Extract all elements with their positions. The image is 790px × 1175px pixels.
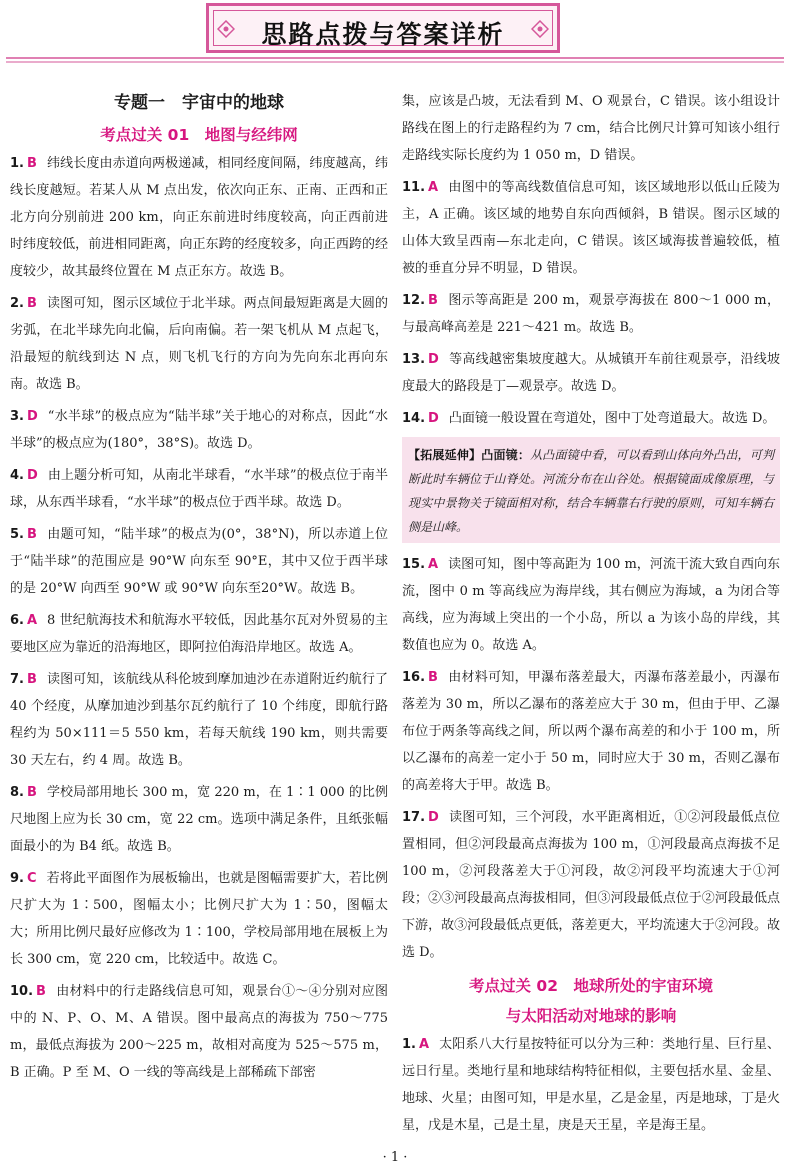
question-number: 12. [402, 293, 426, 308]
answer-letter: D [428, 810, 439, 825]
answer-letter: C [26, 871, 37, 886]
answer-letter: A [428, 557, 439, 572]
explanation-text: 读图可知，该航线从科伦坡到摩加迪沙在赤道附近约航行了 40 个经度，从摩加迪沙到基尔瓦约航行了 10 个纬度，即航行路程约为 50×111＝5 550 km，若每天航线 190 km，则共需要 30 天左右，约 4 周。故选 B。 [10, 672, 388, 768]
explanation-text: 纬线长度由赤道向两极递减，相同经度间隔，纬度越高，纬线长度越短。若某人从 M 点出发，依次向正东、正南、正西和正北方向分别前进 200 km，向正东前进时纬度较高，向正西前进时纬度较低，前进相同距离，向正东跨的经度较多，向正西跨的经度较少，故其最终位置在 M 点正东方。故选 B。 [10, 156, 388, 279]
answer-item [10, 607, 388, 661]
answer-letter: A [428, 180, 439, 195]
extension-label: 【拓展延伸】 [408, 448, 482, 462]
left-column [10, 86, 388, 1091]
section-heading-cont: 与太阳活动对地球的影响 [505, 1007, 677, 1025]
question-number: 1. [402, 1037, 416, 1052]
explanation-text: 由材料中的行走路线信息可知，观景台①～④分别对应图中的 N、P、O、M、A 错误。图中最高点的海拔为 750～775 m，最低点海拔为 200～225 m，故相对高度为 525～575 m，B 正确。P 至 M、O 一线的等高线是上部稀疏下部密 [10, 984, 388, 1080]
explanation-text: 8 世纪航海技术和航海水平较低，因此基尔瓦对外贸易的主要地区应为靠近的沿海地区，即阿拉伯海沿岸地区。故选 A。 [10, 613, 388, 655]
answer-letter: A [418, 1037, 430, 1052]
question-number: 16. [402, 670, 426, 685]
section-heading: 考点过关 01 地图与经纬网 [100, 126, 298, 144]
topic-heading: 专题一 宇宙中的地球 [114, 93, 284, 113]
answer-letter: D [428, 352, 439, 367]
extension-text: 从凸面镜中看，可以看到山体向外凸出，可判断此时车辆位于山脊处。河流分布在山谷处。根据镜面成像原理，与现实中景物关于镜面相对称，结合车辆靠右行驶的原则，可知车辆右侧是山峰。 [408, 448, 774, 534]
ornament-icon [531, 20, 549, 38]
continued-text: 集，应该是凸坡，无法看到 M、O 观景台，C 错误。该小组设计路线在图上的行走路程约为 7 cm，结合比例尺计算可知该小组行走路线实际长度约为 1 050 m，D 错误。 [402, 94, 780, 163]
question-number: 3. [10, 409, 24, 424]
answer-item [402, 1031, 780, 1139]
answer-list [10, 150, 388, 1086]
explanation-text: 由图中的等高线数值信息可知，该区域地形以低山丘陵为主，A 正确。该区域的地势自东向西倾斜，B 错误。图示区域的山体大致呈西南—东北走向，C 错误。该区域海拔普遍较低，植被的垂直分异不明显，D 错误。 [402, 180, 780, 276]
answer-list [402, 174, 780, 432]
header-banner [206, 3, 560, 53]
answer-item [402, 804, 780, 966]
explanation-text: 学校局部用地长 300 m，宽 220 m，在 1∶1 000 的比例尺地图上应为长 30 cm，宽 22 cm。选项中满足条件，且纸张幅面最小的为 B4 纸。故选 B。 [10, 785, 388, 854]
answer-letter: B [26, 527, 37, 542]
answer-item [402, 405, 780, 432]
question-number: 10. [10, 984, 34, 999]
explanation-text: 读图可知，图示区域位于北半球。两点间最短距离是大圆的劣弧，在北半球先向北偏，后向南偏。若一架飞机从 M 点起飞，沿最短的航线到达 N 点，则飞机飞行的方向为先向东北再向东南。故选 B。 [10, 296, 388, 392]
answer-item [402, 551, 780, 659]
answer-item [10, 290, 388, 398]
answer-letter: D [26, 468, 38, 483]
explanation-text: “水半球”的极点应为“陆半球”关于地心的对称点，因此“水半球”的极点应为(180°，38°S)。故选 D。 [10, 409, 388, 451]
answer-letter: A [26, 613, 38, 628]
page-number: · 1 · [382, 1150, 408, 1165]
answer-item [402, 346, 780, 400]
question-number: 11. [402, 180, 426, 195]
answer-item [402, 287, 780, 341]
answer-item [10, 403, 388, 457]
answer-letter: B [36, 984, 46, 999]
question-number: 15. [402, 557, 426, 572]
question-number: 9. [10, 871, 24, 886]
answer-item [10, 666, 388, 774]
answer-letter: B [26, 156, 37, 171]
explanation-text: 若将此平面图作为展板输出，也就是图幅需要扩大，若比例尺扩大为 1∶500，图幅太小；比例尺扩大为 1∶50，图幅太大；所用比例尺最好应修改为 1∶100，学校局部用地在展板上为长 300 cm，宽 220 cm，比较适中。故选 C。 [10, 871, 388, 967]
question-number: 6. [10, 613, 24, 628]
explanation-text: 图示等高距是 200 m，观景亭海拔在 800～1 000 m，与最高峰高差是 221～421 m。故选 B。 [402, 293, 780, 335]
explanation-text: 由材料可知，甲瀑布落差最大，丙瀑布落差最小，丙瀑布落差为 30 m，所以乙瀑布的落差应大于 30 m，但由于甲、乙瀑布位于两条等高线之间，所以两个瀑布高差的和小于 100 m，所以乙瀑布的高差一定小于 50 m，同时应大于 30 m，否则乙瀑布的高差将大于甲。故选 B。 [402, 670, 780, 793]
explanation-text: 由题可知，“陆半球”的极点为(0°，38°N)，所以赤道上位于“陆半球”的范围应是 90°W 向东至 90°E，其中又位于西半球的是 20°W 向西至 90°W 或 90°W 向东至20°W。故选 B。 [10, 527, 388, 596]
question-number: 7. [10, 672, 24, 687]
explanation-text: 读图可知，三个河段，水平距离相近，①②河段最低点位置相同，但②河段最高点海拔为 100 m，①河段最高点海拔不足 100 m，②河段落差大于①河段，故②河段平均流速大于①河段；②③河段最高点海拔相同，但③河段最低点位于②河段最低点下游，故③河段最低点更低，落差更大，平均流速大于②河段。故选 D。 [402, 810, 780, 960]
extension-box [402, 437, 780, 543]
answer-letter: B [26, 296, 37, 311]
header-band [0, 0, 790, 66]
answer-item [10, 779, 388, 860]
question-number: 4. [10, 468, 24, 483]
question-number: 5. [10, 527, 24, 542]
answer-letter: D [26, 409, 38, 424]
explanation-text: 读图可知，图中等高距为 100 m，河流干流大致自西向东流，图中 0 m 等高线应为海岸线，其右侧应为海域，a 为闭合等高线，应为海域上突出的一个小岛，所以 a 为该小岛的岸线，其数值也应为 0。故选 A。 [402, 557, 780, 653]
answer-list [402, 1031, 780, 1139]
page-title: 思路点拨与答案详析 [261, 20, 505, 49]
answer-item [10, 150, 388, 285]
question-number: 17. [402, 810, 426, 825]
question-number: 1. [10, 156, 24, 171]
section-heading: 考点过关 02 地球所处的宇宙环境 [469, 977, 713, 995]
answer-letter: B [26, 785, 37, 800]
answer-item [10, 865, 388, 973]
explanation-text: 由上题分析可知，从南北半球看，“水半球”的极点位于南半球，从东西半球看，“水半球”的极点位于西半球。故选 D。 [10, 468, 388, 510]
explanation-text: 等高线越密集坡度越大。从城镇开车前往观景亭，沿线坡度最大的路段是丁—观景亭。故选 D。 [402, 352, 780, 394]
answer-letter: B [428, 670, 438, 685]
answer-letter: D [428, 411, 439, 426]
question-number: 14. [402, 411, 426, 426]
extension-key: 凸面镜： [481, 448, 531, 462]
answer-item [402, 664, 780, 799]
answer-item [10, 521, 388, 602]
question-number: 13. [402, 352, 426, 367]
question-number: 2. [10, 296, 24, 311]
answer-letter: B [428, 293, 438, 308]
right-column [402, 88, 780, 1144]
answer-item [402, 174, 780, 282]
answer-item [10, 978, 388, 1086]
question-number: 8. [10, 785, 24, 800]
answer-list [402, 551, 780, 966]
explanation-text: 凸面镜一般设置在弯道处，图中丁处弯道最大。故选 D。 [448, 411, 776, 426]
answer-letter: B [26, 672, 37, 687]
answer-item [10, 462, 388, 516]
explanation-text: 太阳系八大行星按特征可以分为三种：类地行星、巨行星、远日行星。类地行星和地球结构特征相似，主要包括水星、金星、地球、火星；由图可知，甲是水星，乙是金星，丙是地球，丁是火星，戊是木星，己是土星，庚是天王星，辛是海王星。 [402, 1037, 780, 1133]
